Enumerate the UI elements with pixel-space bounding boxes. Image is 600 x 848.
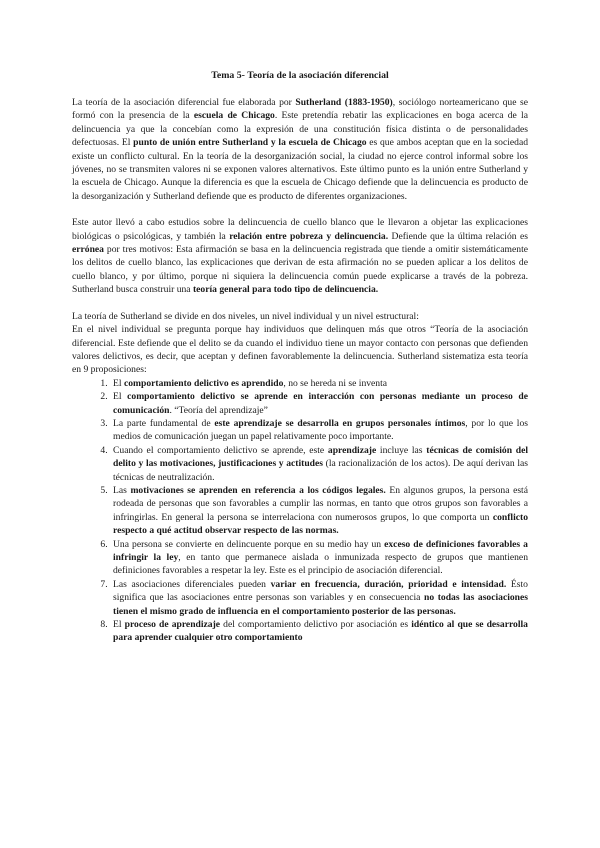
proposition-item [110,578,528,618]
text-run: El [113,391,128,403]
bold-text: motivaciones se aprenden en referencia a los códigos legales. [130,484,386,496]
bold-text: exceso de definiciones favorables a infringir la ley [113,538,528,563]
bold-text: teoría general para todo tipo de delincuencia. [192,284,379,296]
bold-text: técnicas de comisión del delito y las motivaciones, justificaciones y actitudes [113,444,529,470]
text-run: , en tanto que permanece aislada o inmunizada respecto de grupos que mantienen definiciones favorables a respetar la ley. Este es el principio de asociación diferencial. [113,552,528,577]
text-run: Cuando el comportamiento delictivo se aprende, este [113,444,328,456]
paragraph-levels [72,310,528,323]
text-run: , no se hereda ni se inventa [283,377,388,389]
proposition-item [110,444,528,484]
bold-text: variar en frecuencia, duración, prioridad e intensidad. [270,578,507,590]
proposition-item [110,417,528,444]
text-run: Una persona se convierte en delincuente porque en su medio hay un [113,538,385,550]
text-run: Las asociaciones diferenciales pueden [113,578,271,590]
text-run: Las [113,484,131,496]
text-run: La parte fundamental de [113,417,215,429]
bold-text: proceso de aprendizaje [124,619,221,631]
bold-text: errónea [72,244,104,256]
text-run: Ésto significa que las asociaciones entre personas son variables y en consecuencia [113,578,528,604]
bold-text: relación entre pobreza y delincuencia. [229,230,389,242]
text-run: , por lo que los medios de comunicación juegan un papel relativamente poco importante. [113,417,528,443]
bold-text: comportamiento delictivo es aprendido [123,377,284,389]
text-run: por tres motivos: Esta afirmación se basa en la delincuencia registrada que tiende a omitir sistemáticamente los delitos de cuello blanco, las explicaciones que derivan de esta afirmación no se pueden aplicar a los delitos de cuello blanco, y por último, porque ni siquiera la delincuencia común puede explicarse a través de la pobreza. Sutherland busca construir una [72,244,528,296]
paragraph-individual-level [72,323,528,377]
bold-text: este aprendizaje se desarrolla en grupos personales íntimos [214,417,466,429]
bold-text: punto de unión entre Sutherland y la escuela de Chicago [133,137,367,149]
proposition-item [110,484,528,538]
paragraph-white-collar [72,216,528,296]
text-run: El [113,377,124,389]
text-run: La teoría de Sutherland se divide en dos niveles, un nivel individual y un nivel estructural: [72,310,419,322]
bold-text: Sutherland (1883-1950) [295,97,393,108]
bold-text: aprendizaje [327,444,377,456]
proposition-item [110,390,528,417]
text-run: es que ambos aceptan que en la sociedad existe un conflicto cultural. En la teoría de la desorganización social, la ciudad no ejerce control informal sobre los jóvenes, no se transmiten valores ni se exponen valores alternativos. Este último punto es la unión entre Sutherland y la escuela de Chicago. Aunque la diferencia es que la escuela de Chicago defiende que la delincuencia es producto de la desorganización y Sutherland defiende que es producto de diferentes organizaciones. [72,137,528,202]
text-run: (la racionalización de los actos). De aquí derivan las técnicas de neutralización. [113,458,528,483]
bold-text: escuela de Chicago [193,110,275,122]
text-run: . “Teoría del aprendizaje” [169,404,268,416]
text-run: Defiende que la última relación es [388,230,528,242]
proposition-item [110,538,528,578]
text-run: Este autor llevó a cabo estudios sobre la delincuencia de cuello blanco que le llevaron a objetar las explicaciones biológicas o psicológicas, y también la [72,217,528,242]
text-run: El [113,619,125,631]
paragraph-intro [72,96,528,203]
proposition-item [110,377,528,390]
text-run: incluye las [376,444,427,456]
bold-text: comportamiento delictivo se aprende en interacción con personas mediante un proceso de comunicación [113,391,528,416]
text-run: del comportamiento delictivo por asociación es [220,619,412,631]
text-run: La teoría de la asociación diferencial fue elaborada por [72,97,296,108]
document-title: Tema 5- Teoría de la asociación diferencial [211,70,389,81]
text-run: . Este pretendía rebatir las explicaciones en boga acerca de la delincuencia ya que la concebían como la expresión de una constitución física distinta o de personalidades defectuosas. El [72,110,528,149]
text-run: En el nivel individual se pregunta porque hay individuos que delinquen más que otros “Teoría de la asociación diferencial. Este defiende que el delito se da cuando el individuo tiene un mayor contacto con personas que defienden valores delictivos, es decir, que aceptan y definen favorablemente la delincuencia. Sutherland sistematiza esta teoría en 9 proposiciones: [72,324,528,376]
bold-text: idéntico al que se desarrolla para aprender cualquier otro comportamiento [113,619,528,644]
text-run: , sociólogo norteamericano que se formó con la presencia de la [72,97,528,122]
document-page [72,70,528,645]
bold-text: conflicto respecto a qué actitud observar respecto de las normas. [113,511,528,537]
propositions-list [72,377,528,645]
text-run: En algunos grupos, la persona está rodeada de personas que son favorables a cumplir las normas, en tanto que otros grupos son favorables a infringirlas. En general la persona se interrelaciona con numerosos grupos, lo que comporta un [113,484,528,523]
proposition-item [110,618,528,645]
bold-text: no todas las asociaciones tienen el mismo grado de influencia en el comportamiento posterior de las personas. [113,592,528,617]
